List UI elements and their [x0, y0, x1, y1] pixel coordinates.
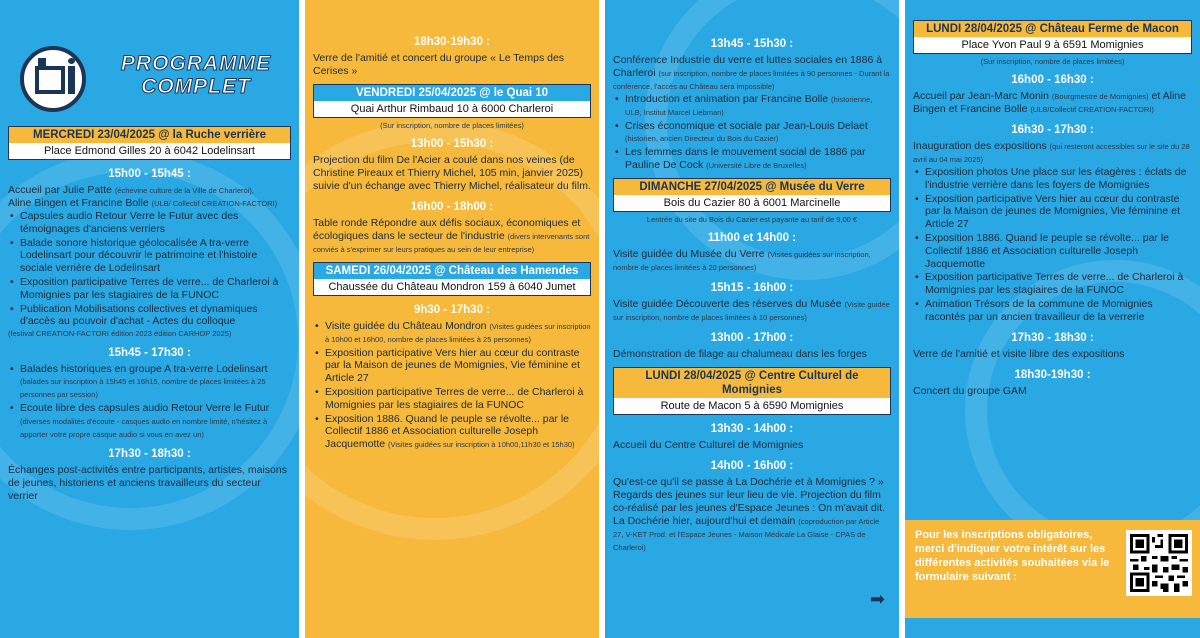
day-title: MERCREDI 23/04/2025 @ la Ruche verrière [9, 127, 290, 143]
day-title: LUNDI 28/04/2025 @ Château Ferme de Macon [914, 21, 1191, 37]
registration-note: (Sur inscription, nombre de places limitées) [380, 121, 524, 130]
list-item: • Ecoute libre des capsules audio Retour Verre le Futur (diverses modalités d'écoute - casques audio en nombre limité, n'hésitez à apporter votre propre casque audio si vous en avez un) [8, 402, 291, 440]
activity-list [8, 363, 291, 441]
day-box-dimanche [613, 178, 891, 212]
day-place: Bois du Cazier 80 à 6001 Marcinelle [663, 196, 841, 209]
activity-text: Qu'est-ce qu'il se passe à La Dochérie et à Momignies ? » Regards des jeunes sur leur lieu de vie. Projection du film co-réalisé par les jeunes d'Espace Jeunes : On m'avait dit. La Dochérie hier, aujourd'hui et demain (coproduction par Article 27, V-KET Prod. et l'Espace Jeunes - Maison Médicale La Glaise - CPAS de Charleroi) [613, 475, 885, 552]
activity-text: Accueil du Centre Culturel de Momignies [613, 438, 804, 451]
list-item: • Exposition 1886. Quand le peuple se révolte... par le Collectif 1886 et Association culturelle Joseph Jacquemotte [913, 232, 1192, 270]
activity-list [613, 93, 891, 172]
list-item: • Crises économique et sociale par Jean-Louis Delaet (historien, ancien Directeur du Bois du Cazier) [613, 120, 891, 146]
time-slot: 16h00 - 18h00 : [410, 201, 494, 213]
registration-footer [905, 520, 1200, 618]
day-box-lundi-macon [913, 20, 1192, 54]
day-place: Route de Macon 5 à 6590 Momignies [660, 399, 844, 412]
time-slot: 13h45 - 15h30 : [710, 38, 794, 50]
day-place: Place Yvon Paul 9 à 6591 Momignies [961, 39, 1144, 51]
time-slot: 17h30 - 18h30 : [1011, 331, 1094, 344]
day-title: VENDREDI 25/04/2025 @ le Quai 10 [314, 85, 590, 101]
time-slot: 13h30 - 14h00 : [710, 422, 794, 435]
time-slot: 9h30 - 17h30 : [413, 304, 491, 316]
activity-text: Verre de l'amitié et visite libre des expositions [913, 347, 1125, 360]
price-note: Lentrée du site du Bois du Cazier est payante au tarif de 9,00 € [646, 214, 858, 224]
panel-2 [305, 0, 599, 638]
time-slot: 15h00 - 15h45 : [108, 168, 191, 180]
time-slot: 18h30-19h30 : [1014, 368, 1091, 381]
footer-text: Pour les inscriptions obligatoires, merci d'indiquer votre intérêt sur les différentes activités souhaitées via le formulaire suivant : [915, 529, 1110, 583]
activity-text: Visite guidée Découverte des réserves du Musée (Visite guidée sur inscription, nombre de places limitées à 10 personnes) [613, 297, 890, 322]
activity-list [313, 320, 591, 451]
activity-text: Visite guidée du Musée du Verre (Visites guidées sur inscription, nombre de places limitées à 20 personnes) [613, 247, 871, 272]
day-place: Chaussée du Château Mondron 159 à 6040 Jumet [328, 281, 576, 293]
activity-text: Conférence Industrie du verre et luttes sociales en 1886 à Charleroi (sur inscription, nombre de places limitées à 90 personnes - Durant la conférence, l'accès au Château sera impossible) [613, 54, 890, 91]
panel-1 [0, 0, 299, 638]
day-title: SAMEDI 26/04/2025 @ Château des Hamendes [314, 263, 590, 279]
activity-list [8, 210, 291, 328]
activity-text: Accueil par Jean-Marc Monin (Bourgmestre de Momignies) et Aline Bingen et Francine Bolle (ULB/Collectif CREATION-FACTORI) [913, 90, 1186, 115]
activity-text: Concert du groupe GAM [913, 384, 1027, 397]
list-item: • Exposition participative Vers hier au cœur du contraste par la Maison de jeunes de Momignies, Vie féminine et Article 27 [313, 347, 591, 385]
list-item: • Balades historiques en groupe A tra-verre Lodelinsart (balades sur inscription à 15h45 et 16h15, nombre de places limitées à 25 personnes par session) [8, 363, 291, 401]
list-item: • Balade sonore historique géolocalisée A tra-verre Lodelinsart pour découvrir le patrimoine et l'histoire sociale verrière de Lodelinsart [8, 237, 291, 275]
list-item: • Exposition participative Terres de verre... de Charleroi à Momignies par les stagiaires de la FUNOC [313, 386, 591, 412]
list-item: • Exposition 1886. Quand le peuple se révolte... par le Collectif 1886 et Association culturelle Joseph Jacquemotte (Visites guidées sur inscription à 10h00,11h30 et 15h30) [313, 413, 591, 451]
day-title: LUNDI 28/04/2025 @ Centre Culturel de Momignies [614, 368, 890, 398]
day-title: DIMANCHE 27/04/2025 @ Musée du Verre [614, 179, 890, 195]
page-title: PROGRAMME COMPLET [120, 52, 272, 98]
arrow-right-icon: ➡ [869, 589, 885, 609]
activity-note: (festival CREATION-FACTORI édition 2023 édition CARHOP 2025) [8, 329, 232, 339]
time-slot: 11h00 et 14h00 : [707, 231, 797, 244]
list-item: • Les femmes dans le mouvement social de 1886 par Pauline De Cock (Université Libre de Bruxelles) [613, 146, 891, 172]
time-slot: 17h30 - 18h30 : [108, 448, 191, 461]
qr-code-icon[interactable] [1126, 530, 1192, 596]
activity-text: Aline Bingen et Francine Bolle (ULB/ Collectif CREATION-FACTORI) [8, 197, 278, 209]
time-slot: 16h30 - 17h30 : [1011, 124, 1094, 136]
activity-text: Inauguration des expositions (qui resteront accessibles sur le site du 28 avril au 04 mai 2025) [913, 140, 1190, 164]
time-slot: 13h00 - 17h00 : [710, 331, 794, 344]
panel-3 [605, 0, 899, 638]
time-slot: 18h30-19h30 : [413, 36, 491, 48]
factory-logo-icon [20, 46, 86, 112]
time-slot: 16h00 - 16h30 : [1011, 74, 1094, 86]
list-item: • Introduction et animation par Francine Bolle (historienne, ULB, Institut Marcel Liebman) [613, 93, 891, 119]
header [0, 0, 299, 120]
list-item: • Publication Mobilisations collectives et dynamiques d'accès au pouvoir d'achat - Actes du colloque [8, 303, 291, 329]
activity-text: Projection du film De l'Acier a coulé dans nos veines (de Christine Pireaux et Thierry Michel, 105 min, janvier 2025) suivie d'un échange avec Thierry Michel, réalisateur du film. [313, 154, 591, 192]
activity-text: Table ronde Répondre aux défis sociaux, économiques et écologiques dans le secteur de l'industrie (divers intervenants sont conviés à s'exprimer sur leurs pratiques au sein de leur entreprise) [313, 217, 590, 254]
day-box-lundi [613, 367, 891, 415]
time-slot: 15h45 - 17h30 : [108, 346, 191, 359]
activity-text: Verre de l'amitié et concert du groupe « Le Temps des Cerises » [313, 52, 565, 77]
activity-list [913, 166, 1192, 324]
list-item: • Exposition photos Une place sur les étagères : éclats de l'industrie verrière dans les foyers de Momignies [913, 166, 1192, 192]
time-slot: 13h00 - 15h30 : [410, 138, 494, 150]
time-slot: 14h00 - 16h00 : [710, 459, 794, 472]
day-place: Place Edmond Gilles 20 à 6042 Lodelinsart [44, 145, 255, 157]
activity-text: Démonstration de filage au chalumeau dans les forges [613, 347, 867, 360]
panel-4 [905, 0, 1200, 638]
list-item: • Animation Trésors de la commune de Momignies racontés par un ancien travailleur de la verrerie [913, 298, 1192, 324]
list-item: • Capsules audio Retour Verre le Futur avec des témoignages d'anciens verriers [8, 210, 291, 236]
list-item: • Exposition participative Terres de verre... de Charleroi à Momignies par les stagiaires de la FUNOC [913, 271, 1192, 297]
day-box-vendredi [313, 84, 591, 118]
day-place: Quai Arthur Rimbaud 10 à 6000 Charleroi [350, 103, 554, 115]
activity-text: Accueil par Julie Patte (échevine culture de la Ville de Charleroi), [8, 184, 254, 196]
registration-note: (Sur inscription, nombre de places limitées) [980, 57, 1125, 66]
activity-text: Échanges post-activités entre participants, artistes, maisons de jeunes, historiens et anciens travailleurs du secteur verrier [8, 464, 287, 503]
day-box-samedi [313, 262, 591, 296]
time-slot: 15h15 - 16h00 : [710, 281, 794, 294]
list-item: • Exposition participative Vers hier au cœur du contraste par la Maison de jeunes de Momignies, Vie féminine et Article 27 [913, 193, 1192, 231]
list-item: • Exposition participative Terres de verre... de Charleroi à Momignies par les stagiaires de la FUNOC [8, 276, 291, 302]
day-box-mercredi [8, 126, 291, 160]
list-item: • Visite guidée du Château Mondron (Visites guidées sur inscription à 10h00 et 16h00, nombre de places limitées à 25 personnes) [313, 320, 591, 346]
